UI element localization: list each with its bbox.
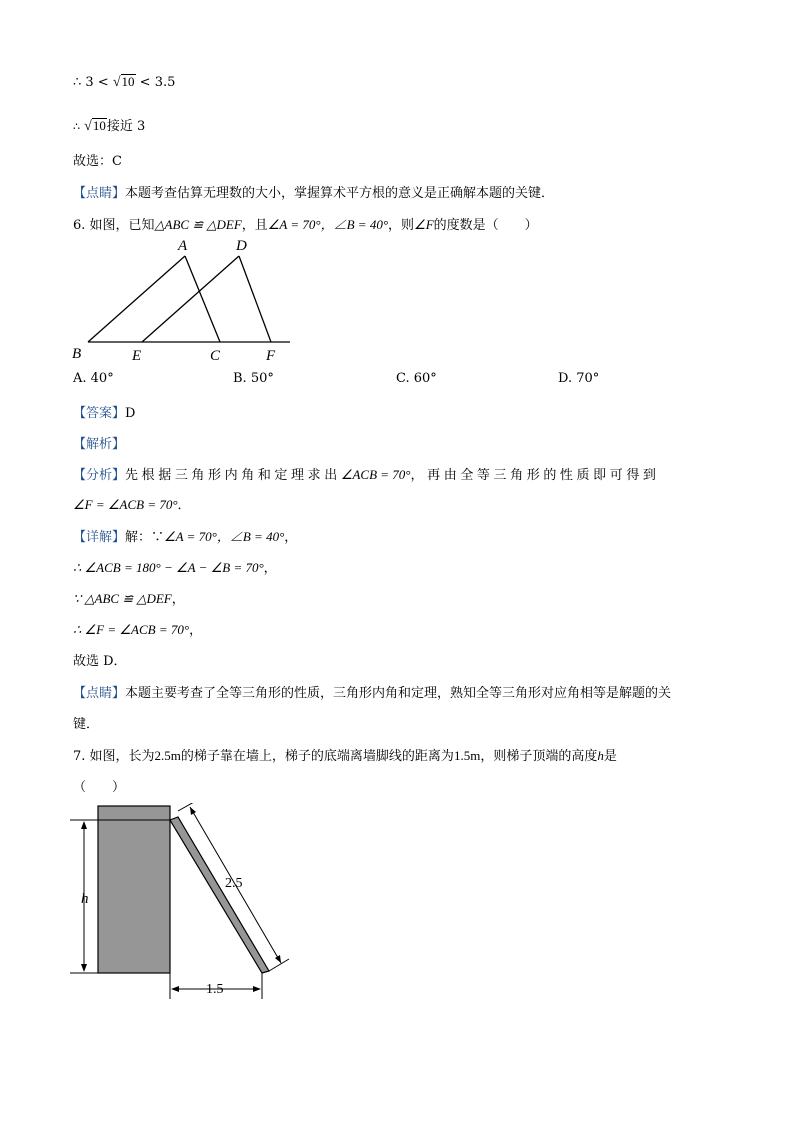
- stem-math: ∠F: [414, 217, 434, 232]
- choice-c[interactable]: C. 60°: [396, 371, 437, 386]
- q6-fenxi: [73, 464, 660, 483]
- radicand: 10: [92, 118, 106, 133]
- label-d: D: [236, 238, 247, 254]
- q6-answer: [73, 402, 135, 421]
- text-suffix: 接近 3: [106, 119, 146, 134]
- step-punct: ，: [263, 561, 277, 576]
- step-punct: ，: [189, 623, 203, 638]
- q6-choose: 故选 D．: [73, 654, 127, 669]
- wall-block: [98, 806, 170, 973]
- text-prefix: ∴ 3 <: [73, 75, 109, 90]
- step-math: ∵ △ABC ≌ △DEF: [73, 591, 172, 606]
- choice-a[interactable]: A. 40°: [73, 371, 114, 386]
- dianjing-text: 本题考查估算无理数的大小，掌握算术平方根的意义是正确解本题的关键．: [125, 186, 555, 201]
- choice-b[interactable]: B. 50°: [233, 371, 274, 386]
- q6-step2: [73, 588, 185, 607]
- ladder: [170, 817, 269, 973]
- q6-detail: [73, 526, 297, 545]
- tag-detail: 【详解】: [73, 530, 126, 545]
- radicand: 10: [121, 74, 135, 89]
- text-suffix: < 3.5: [139, 75, 176, 90]
- line-sqrt-bound: ∴ 3 < √10 < 3.5: [73, 74, 176, 90]
- line-close-to: ∴ √10接近 3: [73, 118, 146, 134]
- tag-fenxi: 【分析】: [73, 468, 126, 483]
- stem-math: 1.5m: [453, 748, 481, 763]
- side-ba: [88, 256, 185, 342]
- stem-math: h: [597, 748, 604, 763]
- tag-answer: 【答案】: [73, 406, 126, 421]
- step-punct: ，: [171, 592, 185, 607]
- stem-part: 的度数是（ ）: [433, 218, 538, 233]
- step-math: ∴ ∠F = ∠ACB = 70°: [73, 622, 190, 637]
- label-ladder-length: 2.5: [225, 876, 243, 891]
- stem-part: ，则梯子顶端的高度: [480, 749, 598, 764]
- detail-math: ∠A = 70°，∠B = 40°: [164, 529, 285, 544]
- q6-step1: [73, 557, 277, 576]
- q7-stem-paren: （ ）: [73, 780, 126, 795]
- stem-part: ，则: [388, 218, 415, 233]
- fenxi-math: ∠F = ∠ACB = 70°: [73, 497, 178, 512]
- tag-dianjing: 【点睛】: [73, 686, 126, 701]
- dianjing-text: 本题主要考查了全等三角形的性质，三角形内角和定理，熟知全等三角形对应角相等是解题的关: [125, 686, 672, 701]
- tag-analysis: 【解析】: [73, 437, 126, 452]
- stem-part: 的梯子靠在墙上，梯子的底端离墙脚线的距离为: [180, 749, 454, 764]
- q6-stem: [73, 214, 538, 233]
- q7-stem: [73, 745, 617, 764]
- stem-math: △ABC ≌ △DEF: [154, 217, 242, 232]
- stem-part: 6. 如图，已知: [73, 218, 155, 233]
- q6-step3: [73, 619, 202, 638]
- therefore-symbol: ∴: [73, 120, 80, 133]
- q7-ladder-figure: [66, 803, 296, 1003]
- side-df: [239, 256, 271, 342]
- q6-fenxi-cont: [73, 494, 191, 513]
- label-e: E: [132, 348, 142, 364]
- label-a: A: [178, 238, 188, 254]
- label-h: h: [81, 891, 89, 907]
- answer-value: D: [125, 406, 136, 421]
- step-math: ∴ ∠ACB = 180° − ∠A − ∠B = 70°: [73, 560, 264, 575]
- stem-math: 2.5m: [154, 748, 181, 763]
- q6-triangle-figure: [60, 234, 300, 366]
- fenxi-text: ．: [177, 498, 191, 513]
- stem-part: 7. 如图，长为: [73, 749, 155, 764]
- fenxi-text: 先根据三角形内角和定理求出: [125, 468, 341, 483]
- fenxi-math: ∠ACB = 70°: [340, 467, 411, 482]
- q6-analysis-heading: [73, 433, 125, 452]
- detail-text: 解：∵: [125, 530, 165, 545]
- stem-part: 是: [603, 749, 617, 764]
- q6-dianjing: [73, 682, 671, 701]
- label-f: F: [266, 348, 276, 364]
- label-base-distance: 1.5: [206, 982, 224, 997]
- stem-math: ∠A = 70°，∠B = 40°: [267, 217, 389, 232]
- answer-line-5: 故选：C: [73, 154, 122, 169]
- q6-dianjing-cont: 键．: [73, 717, 100, 732]
- label-b: B: [72, 346, 82, 362]
- fenxi-text: ，再由全等三角形的性质即可得到: [410, 468, 660, 483]
- choice-d[interactable]: D. 70°: [558, 371, 600, 386]
- tag-dianjing: 【点睛】: [73, 186, 126, 201]
- stem-part: ，且: [241, 218, 268, 233]
- dianjing-5: [73, 182, 554, 201]
- label-c: C: [210, 348, 221, 364]
- detail-text: ，: [284, 530, 298, 545]
